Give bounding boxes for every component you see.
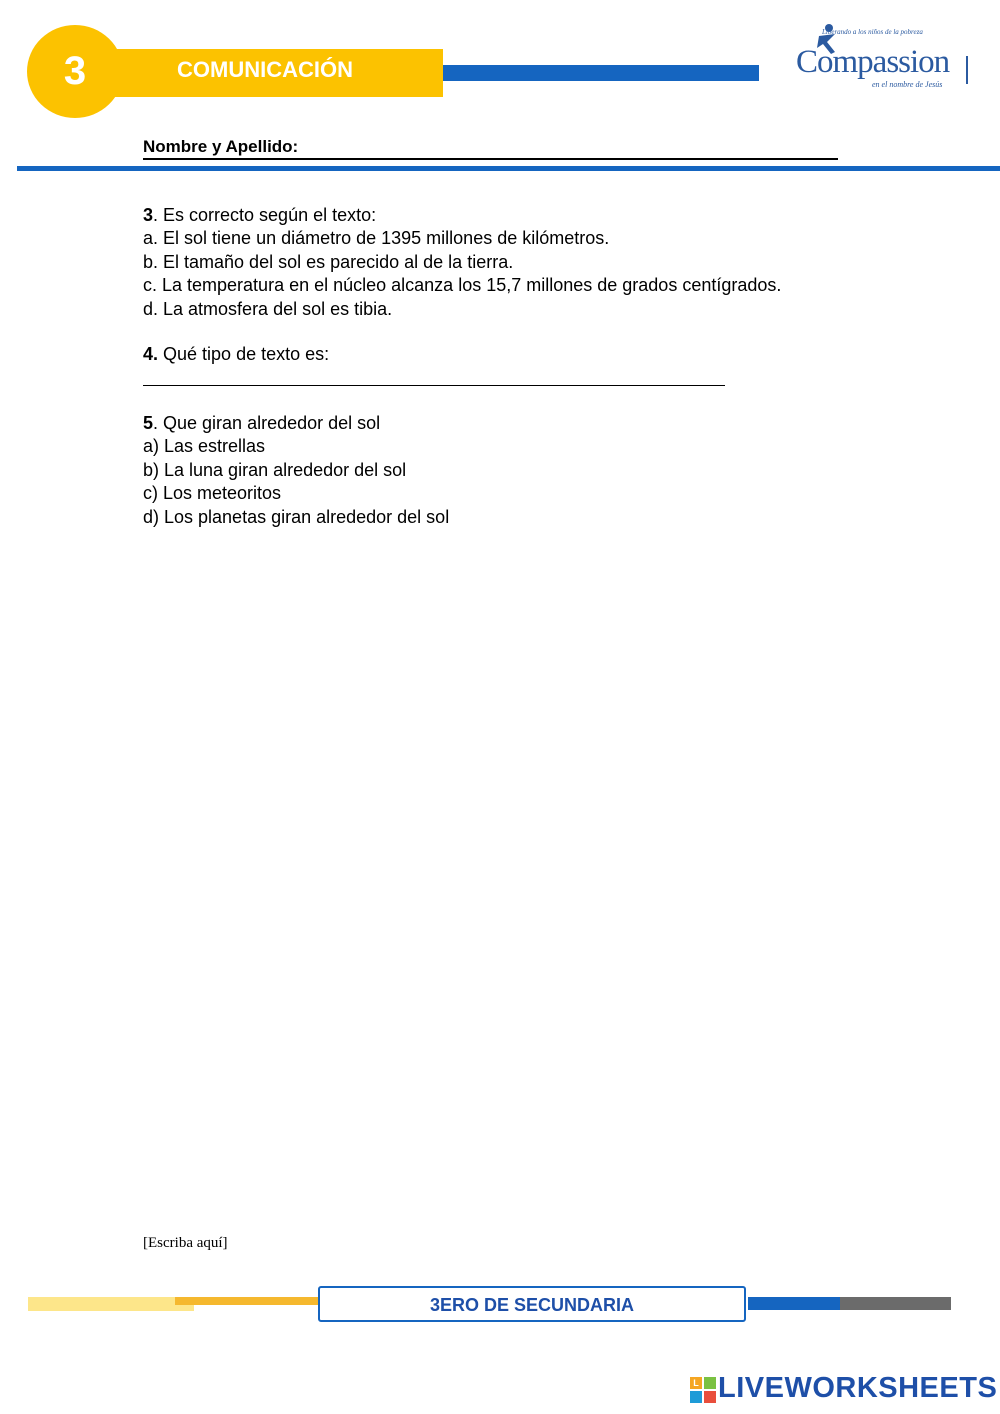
question-prompt [143,204,903,227]
question-5 [143,412,903,529]
question-text: . Es correcto según el texto: [153,205,377,225]
answer-option[interactable]: b) La luna giran alrededor del sol [143,459,407,480]
header-rule [17,166,1000,171]
question-prompt [143,343,903,366]
footer-bar-gray [840,1297,951,1310]
subject-title: COMUNICACIÓN [177,57,353,82]
question-3 [143,204,903,321]
answer-input-line[interactable] [143,385,725,386]
icon-letter: L [693,1378,699,1388]
logo-wordmark: Compassion [796,44,950,80]
answer-option[interactable]: d) Los planetas giran alrededor del sol [143,506,450,527]
grade-number: 3 [63,49,87,93]
level-label: 3ERO DE SECUNDARIA [429,1294,635,1315]
liveworksheets-wordmark: LIVEWORKSHEETS [718,1372,998,1404]
logo-subtitle: en el nombre de Jesús [872,80,943,89]
footer-bar-pale [28,1297,194,1311]
footer-bar-gold [175,1297,320,1305]
answer-option[interactable]: a. El sol tiene un diámetro de 1395 millones de kilómetros. [143,228,610,249]
question-prompt [143,412,903,435]
answer-option[interactable]: d. La atmosfera del sol es tibia. [143,298,393,319]
answer-option[interactable]: b. El tamaño del sol es parecido al de la tierra. [143,251,514,272]
answer-option[interactable]: a) Las estrellas [143,436,266,457]
logo-divider [966,56,968,84]
question-number: 5 [143,413,154,433]
question-number: 4. [143,344,159,364]
name-label: Nombre y Apellido: [143,137,299,156]
answer-option[interactable]: c) Los meteoritos [143,483,282,504]
footer-bar-blue [748,1297,840,1310]
question-4 [143,343,903,366]
question-text: . Que giran alrededor del sol [153,413,381,433]
header-blue-bar [443,65,759,81]
answer-option[interactable]: c. La temperatura en el núcleo alcanza los 15,7 millones de grados centígrados. [143,275,782,296]
question-text: Qué tipo de texto es: [158,344,330,364]
liveworksheets-icon [690,1377,718,1403]
question-number: 3 [143,205,154,225]
logo-tagline: Liberando a los niños de la pobreza [822,28,923,36]
write-here-placeholder: [Escriba aquí] [143,1235,228,1251]
